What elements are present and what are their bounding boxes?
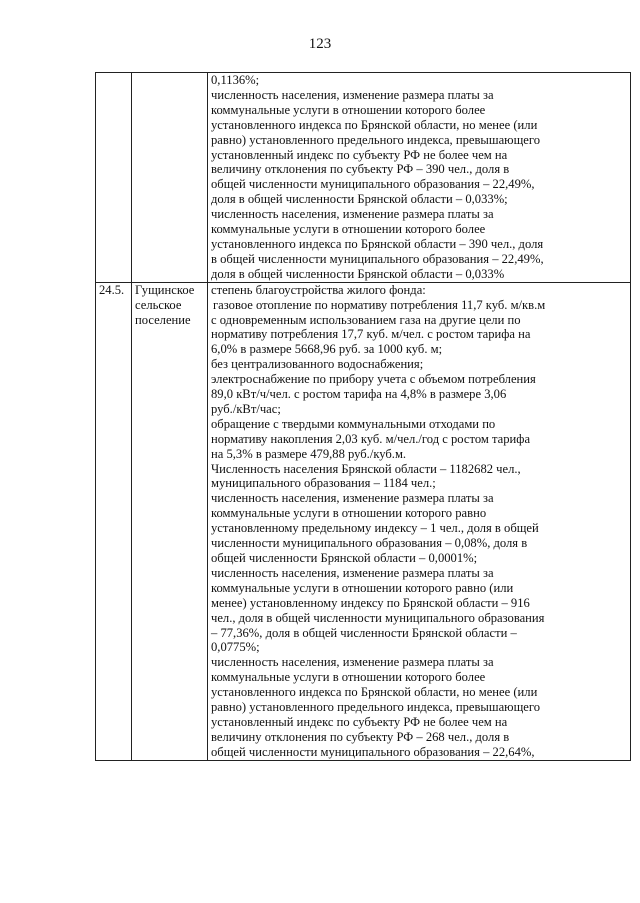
description-line: коммунальные услуги в отношении которого равно (или [211, 580, 514, 595]
description-line: чел., доля в общей численности муниципального образования [211, 610, 545, 625]
description-line: коммунальные услуги в отношении которого равно [211, 506, 487, 521]
description-line: установленного индекса по Брянской области – 390 чел., доля [211, 236, 544, 251]
description-line: общей численности муниципального образования – 22,49%, [211, 177, 535, 192]
tariff-table [95, 72, 631, 761]
settlement-name [132, 73, 208, 283]
description-line: установленного индекса по Брянской области, но менее (или [211, 685, 538, 700]
description-line: коммунальные услуги в отношении которого более [211, 222, 486, 237]
description-line: – 77,36%, доля в общей численности Брянской области – [211, 625, 517, 640]
description-line: численность населения, изменение размера платы за [211, 565, 494, 580]
description-line: численность населения, изменение размера платы за [211, 87, 494, 102]
description-line: установленного индекса по Брянской области, но менее (или [211, 117, 538, 132]
description-line: в общей численности муниципального образования – 22,49%, [211, 251, 544, 266]
description-line: газовое отопление по нормативу потребления 11,7 куб. м/кв.м [213, 297, 546, 312]
description-line: коммунальные услуги в отношении которого более [211, 102, 486, 117]
description-cell [208, 73, 631, 283]
description-line: муниципального образования – 1184 чел.; [211, 476, 436, 491]
description-line: электроснабжение по прибору учета с объемом потребления [211, 372, 536, 387]
description-line: без централизованного водоснабжения; [211, 357, 424, 372]
description-line: с одновременным использованием газа на другие цели по [211, 312, 521, 327]
description-line: общей численности Брянской области – 0,0001%; [211, 551, 478, 565]
description-line: доля в общей численности Брянской области – 0,033%; [211, 192, 508, 207]
description-line: доля в общей численности Брянской области – 0,033% [211, 266, 505, 281]
settlement-name [132, 282, 208, 760]
settlement-name-line: сельское [135, 297, 182, 312]
description-line: установленный индекс по субъекту РФ не более чем на [211, 147, 508, 162]
description-line: менее) установленному индексу по Брянской области – 916 [211, 595, 530, 610]
settlement-name-line: поселение [135, 312, 191, 327]
table-row [96, 73, 631, 283]
description-line: 0,0775%; [211, 640, 260, 655]
description-line: 89,0 кВт/ч/чел. с ростом тарифа на 4,8% в размере 3,06 [211, 387, 507, 402]
description-line: обращение с твердыми коммунальными отходами по [211, 416, 496, 431]
description-line: установленному предельному индексу – 1 чел., доля в общей [211, 521, 539, 536]
description-line: численность населения, изменение размера платы за [211, 207, 494, 222]
description-line: установленный индекс по субъекту РФ не более чем на [211, 714, 508, 729]
description-line: 0,1136%; [211, 73, 260, 87]
description-line: численности муниципального образования – 0,08%, доля в [211, 536, 528, 551]
description-line: общей численности муниципального образования – 22,64%, [211, 744, 535, 759]
description-line: на 5,3% в размере 479,88 руб./куб.м. [211, 446, 407, 461]
table-row [96, 282, 631, 760]
description-line: равно) установленного предельного индекса, превышающего [211, 132, 541, 147]
description-line: величину отклонения по субъекту РФ – 268 чел., доля в [211, 729, 510, 744]
description-line: степень благоустройства жилого фонда: [211, 282, 426, 297]
description-line: величину отклонения по субъекту РФ – 390 чел., доля в [211, 162, 510, 177]
settlement-name-line: Гущинское [135, 282, 195, 297]
description-cell [208, 282, 631, 760]
description-line: численность населения, изменение размера платы за [211, 655, 494, 670]
description-line: нормативу накопления 2,03 куб. м/чел./год с ростом тарифа [211, 431, 531, 446]
page-number: 123 [308, 36, 332, 52]
description-line: равно) установленного предельного индекса, превышающего [211, 700, 541, 715]
row-number: 24.5. [96, 282, 132, 760]
row-number [96, 73, 132, 283]
description-line: коммунальные услуги в отношении которого более [211, 670, 486, 685]
description-line: руб./кВт/час; [211, 401, 281, 416]
description-line: нормативу потребления 17,7 куб. м/чел. с ростом тарифа на [211, 327, 531, 342]
description-line: Численность населения Брянской области – 1182682 чел., [211, 461, 521, 476]
table-body [96, 73, 631, 761]
description-line: 6,0% в размере 5668,96 руб. за 1000 куб. м; [211, 342, 443, 357]
description-line: численность населения, изменение размера платы за [211, 491, 494, 506]
